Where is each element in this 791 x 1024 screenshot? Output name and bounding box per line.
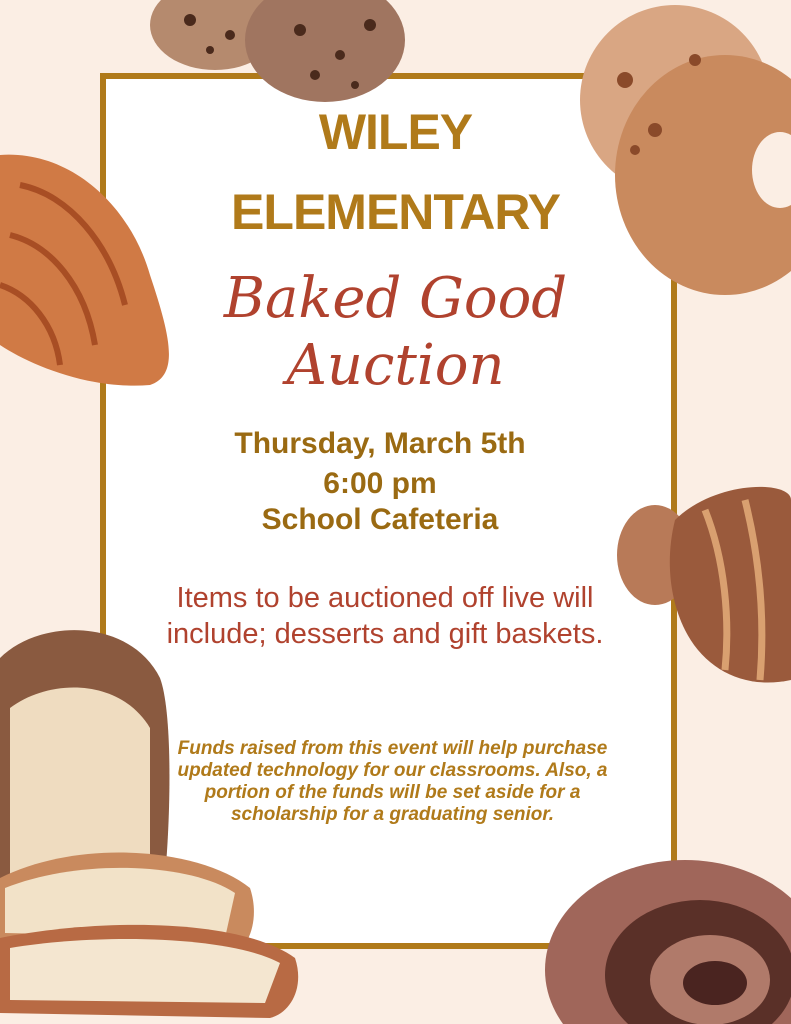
funds-purpose-text: Funds raised from this event will help purchase updated technology for our classrooms. Also, a portion of the funds will be set aside for a scholarship for a graduating senior. [177, 738, 608, 825]
event-title-line2: Auction [286, 333, 505, 398]
school-name-line2: ELEMENTARY [231, 184, 560, 240]
school-name-line1: WILEY [318, 104, 473, 160]
event-time: 6:00 pm [323, 467, 437, 500]
event-date: Thursday, March 5th [234, 427, 526, 460]
cinnamon-roll-icon [540, 850, 791, 1024]
auction-items-text: Items to be auctioned off live will include; desserts and gift baskets. [166, 582, 604, 650]
cookie-icon [140, 0, 415, 105]
event-title-line1: Baked Good [223, 266, 568, 331]
event-location: School Cafeteria [261, 503, 499, 536]
